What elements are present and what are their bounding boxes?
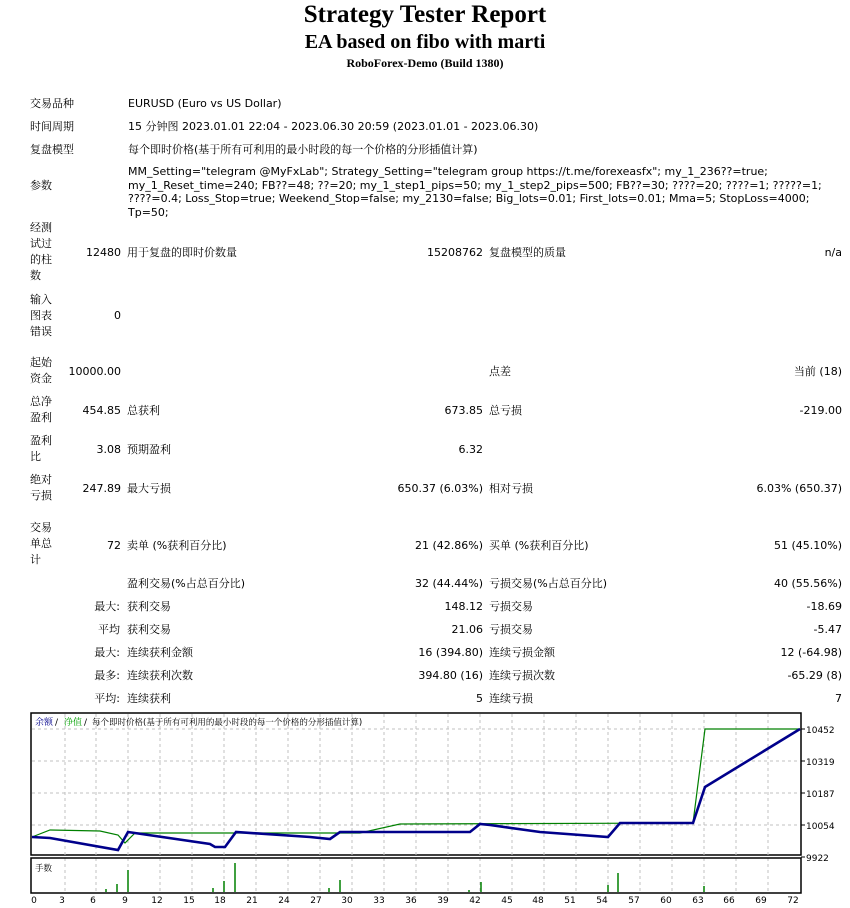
avg-consec-wins-label: 连续获利 — [127, 692, 171, 705]
quality-value: n/a — [824, 246, 842, 259]
svg-text:18: 18 — [214, 896, 226, 906]
legend-equity: 净值 — [64, 718, 83, 728]
rel-drawdown-value: 6.03% (650.37) — [756, 482, 842, 495]
model-label: 复盘模型 — [30, 143, 74, 156]
svg-text:48: 48 — [532, 896, 544, 906]
total-trades-label: 交易单总计 — [30, 521, 52, 566]
y-axis-labels — [806, 726, 835, 864]
max-consec-losses-label: 连续亏损金额 — [489, 646, 555, 659]
svg-text:24: 24 — [278, 896, 290, 906]
svg-text:33: 33 — [373, 896, 385, 906]
svg-text:10319: 10319 — [806, 758, 835, 768]
long-label: 买单 (%获利百分比) — [489, 539, 589, 552]
net-profit-label: 总净盈利 — [30, 395, 52, 424]
maximal-prefix: 最多: — [94, 669, 120, 682]
maximal-consec-profit-value: 394.80 (16) — [418, 669, 483, 682]
svg-text:6: 6 — [90, 896, 96, 906]
svg-text:60: 60 — [660, 896, 672, 906]
gross-loss-value: -219.00 — [799, 404, 842, 417]
model-value: 每个即时价格(基于所有可利用的最小时段的每一个价格的分形插值计算) — [128, 143, 478, 156]
gross-profit-value: 673.85 — [444, 404, 483, 417]
ticks-label: 用于复盘的即时价数量 — [127, 246, 237, 259]
report-title: Strategy Tester Report — [303, 1, 547, 28]
spread-value: 当前 (18) — [793, 365, 842, 378]
gross-profit-label: 总获利 — [127, 404, 160, 417]
svg-text:69: 69 — [755, 896, 767, 906]
volume-label: 手数 — [35, 864, 53, 874]
errors-value: 0 — [114, 309, 121, 322]
bars-label: 经测试过的柱数 — [30, 221, 52, 282]
svg-text:10187: 10187 — [806, 790, 835, 800]
symbol-label: 交易品种 — [30, 97, 74, 110]
x-axis-labels — [31, 896, 799, 906]
avg-consec-losses-label: 连续亏损 — [489, 692, 533, 705]
period-label: 时间周期 — [30, 120, 74, 133]
svg-text:21: 21 — [246, 896, 258, 906]
symbol-value: EURUSD (Euro vs US Dollar) — [128, 97, 282, 110]
short-label: 卖单 (%获利百分比) — [127, 539, 227, 552]
svg-text:9: 9 — [122, 896, 128, 906]
maximal-consec-loss-value: -65.29 (8) — [787, 669, 842, 682]
spread-label: 点差 — [489, 365, 511, 378]
expected-payoff-value: 6.32 — [458, 443, 483, 456]
profit-factor-value: 3.08 — [96, 443, 121, 456]
bars-value: 12480 — [86, 246, 121, 259]
svg-text:9922: 9922 — [806, 854, 829, 864]
avg-consec-prefix: 平均: — [94, 692, 120, 705]
profit-trades-value: 32 (44.44%) — [414, 577, 483, 590]
svg-text:66: 66 — [723, 896, 735, 906]
svg-text:3: 3 — [59, 896, 65, 906]
params-label: 参数 — [30, 179, 52, 192]
abs-drawdown-label: 绝对亏损 — [30, 473, 52, 502]
deposit-label: 起始资金 — [30, 356, 52, 385]
max-consec-wins-value: 16 (394.80) — [418, 646, 483, 659]
largest-loss-value: -18.69 — [806, 600, 842, 613]
average-profit-value: 21.06 — [451, 623, 483, 636]
svg-text:30: 30 — [341, 896, 353, 906]
profit-trades-label: 盈利交易(%占总百分比) — [127, 577, 246, 590]
svg-text:54: 54 — [596, 896, 608, 906]
loss-trades-label: 亏损交易(%占总百分比) — [489, 577, 608, 590]
max-drawdown-label: 最大亏损 — [127, 482, 171, 495]
gross-loss-label: 总亏损 — [489, 404, 522, 417]
legend-balance: 余额 — [35, 718, 54, 728]
maximal-consec-profit-label: 连续获利次数 — [127, 669, 193, 682]
largest-profit-value: 148.12 — [444, 600, 483, 613]
max-consec-wins-label: 连续获利金额 — [127, 646, 193, 659]
legend-sep-1: / — [55, 718, 59, 728]
ea-name: EA based on fibo with marti — [304, 31, 546, 53]
svg-text:36: 36 — [405, 896, 417, 906]
short-value: 21 (42.86%) — [414, 539, 483, 552]
average-loss-value: -5.47 — [813, 623, 842, 636]
max-consec-losses-value: 12 (-64.98) — [780, 646, 842, 659]
deposit-value: 10000.00 — [68, 365, 121, 378]
svg-text:0: 0 — [31, 896, 37, 906]
svg-text:51: 51 — [564, 896, 576, 906]
chart-volume-panel — [31, 858, 801, 893]
avg-consec-losses-value: 7 — [835, 692, 842, 705]
long-value: 51 (45.10%) — [773, 539, 842, 552]
maximal-consec-loss-label: 连续亏损次数 — [489, 669, 555, 682]
abs-drawdown-value: 247.89 — [82, 482, 121, 495]
svg-text:10054: 10054 — [806, 822, 835, 832]
legend-model: 每个即时价格(基于所有可利用的最小时段的每一个价格的分形插值计算) — [92, 718, 363, 728]
period-value: 15 分钟图 2023.01.01 22:04 - 2023.06.30 20:59 (2023.01.01 - 2023.06.30) — [128, 120, 539, 133]
largest-profit-label: 获利交易 — [127, 600, 171, 613]
errors-label: 输入图表错误 — [30, 293, 52, 338]
max-consec-prefix: 最大: — [94, 646, 120, 659]
server-build: RoboForex-Demo (Build 1380) — [346, 56, 504, 70]
svg-text:10452: 10452 — [806, 726, 835, 736]
net-profit-value: 454.85 — [82, 404, 121, 417]
max-drawdown-value: 650.37 (6.03%) — [397, 482, 483, 495]
average-loss-label: 亏损交易 — [489, 623, 533, 636]
profit-factor-label: 盈利比 — [30, 434, 52, 463]
svg-text:27: 27 — [310, 896, 322, 906]
svg-text:45: 45 — [501, 896, 513, 906]
svg-text:39: 39 — [437, 896, 449, 906]
balance-chart — [0, 705, 850, 908]
svg-text:72: 72 — [787, 896, 799, 906]
largest-loss-label: 亏损交易 — [489, 600, 533, 613]
params-value: MM_Setting="telegram @MyFxLab"; Strategy_Setting="telegram group https://t.me/forexeasfx"; my_1_236??=true; my_1_Reset_time=240; FB??=48; ??=20; my_1_step1_pips=50; my_1_step2_pips=500; FB??=30; ????=20; ????=1; ?????=1; ????=0.4; Loss_Stop=true; Weekend_Stop=false; my_2130=false; Big_lots=0.01; First_lots=0.01; Mma=5; StopLoss=4000; Tp=50; — [128, 165, 822, 219]
loss-trades-value: 40 (55.56%) — [773, 577, 842, 590]
volume-bars — [106, 863, 704, 892]
svg-text:57: 57 — [628, 896, 640, 906]
svg-text:42: 42 — [469, 896, 481, 906]
total-trades-value: 72 — [107, 539, 121, 552]
quality-label: 复盘模型的质量 — [489, 246, 566, 259]
svg-text:15: 15 — [183, 896, 195, 906]
avg-consec-wins-value: 5 — [476, 692, 483, 705]
svg-text:12: 12 — [151, 896, 163, 906]
average-profit-label: 获利交易 — [127, 623, 171, 636]
rel-drawdown-label: 相对亏损 — [489, 482, 533, 495]
average-prefix: 平均 — [98, 623, 120, 636]
largest-prefix: 最大: — [94, 600, 120, 613]
legend-sep-2: / — [84, 718, 88, 728]
ticks-value: 15208762 — [427, 246, 483, 259]
svg-text:63: 63 — [692, 896, 704, 906]
expected-payoff-label: 预期盈利 — [127, 443, 171, 456]
